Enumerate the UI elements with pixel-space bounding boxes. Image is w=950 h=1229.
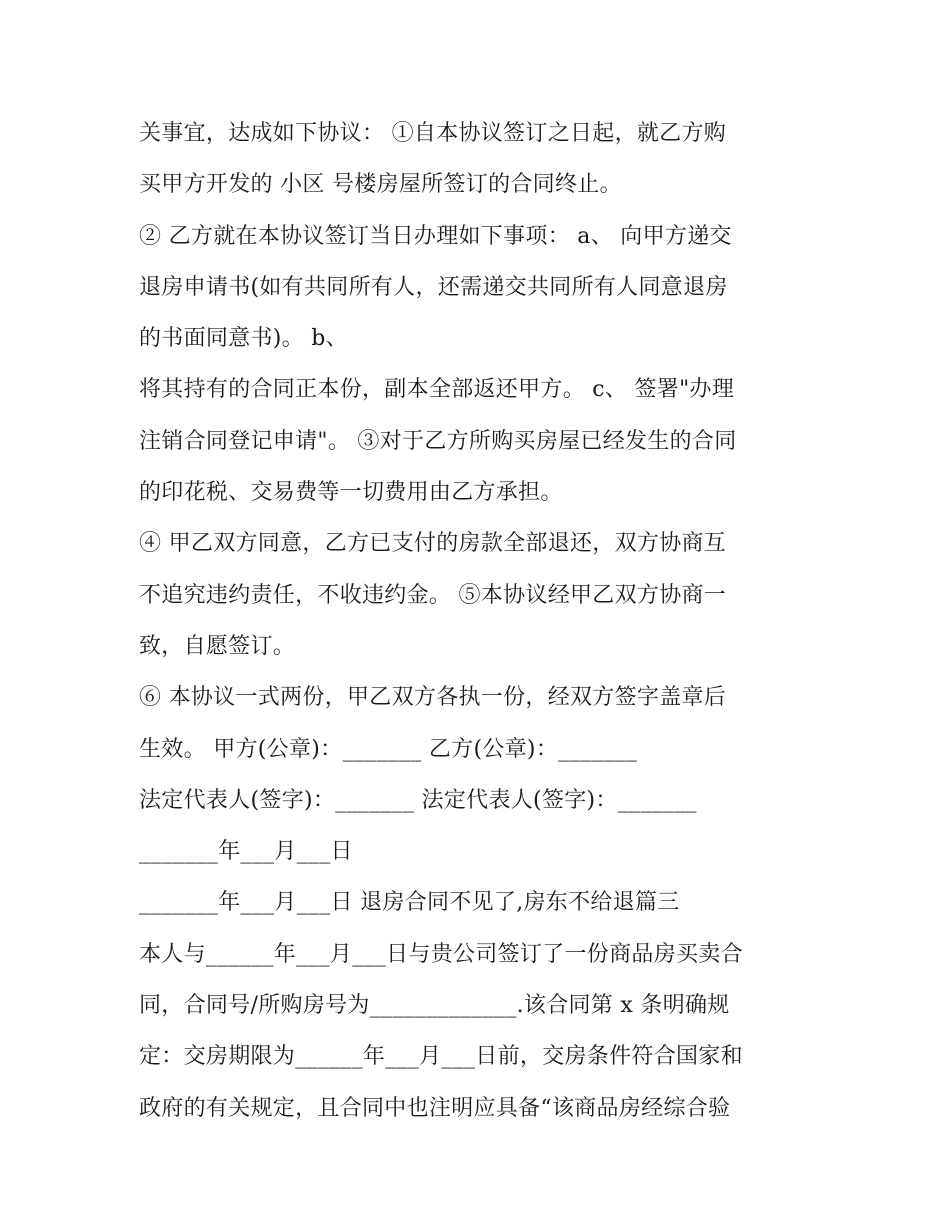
text-line-16: _______年___月___日 退房合同不见了,房东不给退篇三 bbox=[139, 890, 680, 916]
text-line-4: 退房申请书(如有共同所有人，还需递交共同所有人同意退房 bbox=[139, 274, 728, 300]
text-line-6: 将其持有的合同正本份，副本全部返还甲方。 c、 签署"办理 bbox=[139, 377, 735, 403]
text-line-14: 法定代表人(签字)：_______ 法定代表人(签字)：_______ bbox=[139, 787, 697, 813]
document-body bbox=[139, 108, 829, 1134]
text-line-8: 的印花税、交易费等一切费用由乙方承担。 bbox=[139, 480, 563, 506]
text-line-19: 定：交房期限为______年___月___日前，交房条件符合国家和 bbox=[139, 1044, 743, 1070]
text-line-20: 政府的有关规定，且合同中也注明应具备“该商品房经综合验 bbox=[139, 1095, 731, 1121]
text-line-12: ⑥ 本协议一式两份，甲乙双方各执一份，经双方签字盖章后 bbox=[139, 685, 727, 711]
text-line-15: _______年___月___日 bbox=[139, 839, 353, 865]
text-line-9: ④ 甲乙双方同意，乙方已支付的房款全部退还，双方协商互 bbox=[139, 531, 727, 557]
text-line-11: 致，自愿签订。 bbox=[139, 633, 296, 659]
text-line-2: 买甲方开发的 小区 号楼房屋所签订的合同终止。 bbox=[139, 172, 622, 198]
text-line-3: ② 乙方就在本协议签订当日办理如下事项： a、 向甲方递交 bbox=[139, 223, 732, 249]
text-line-1: 关事宜，达成如下协议： ①自本协议签订之日起，就乙方购 bbox=[139, 121, 727, 146]
text-line-17: 本人与______年___月___日与贵公司签订了一份商品房买卖合 bbox=[139, 941, 743, 967]
text-line-10: 不追究违约责任，不收违约金。 ⑤本协议经甲乙双方协商一 bbox=[139, 582, 727, 608]
text-line-18: 同，合同号/所购房号为_____________.该合同第 x 条明确规 bbox=[139, 993, 730, 1019]
text-line-5: 的书面同意书)。 b、 bbox=[139, 326, 348, 352]
text-line-13: 生效。 甲方(公章)：_______ 乙方(公章)：_______ bbox=[139, 736, 638, 762]
text-line-7: 注销合同登记申请"。 ③对于乙方所购买房屋已经发生的合同 bbox=[139, 428, 737, 454]
